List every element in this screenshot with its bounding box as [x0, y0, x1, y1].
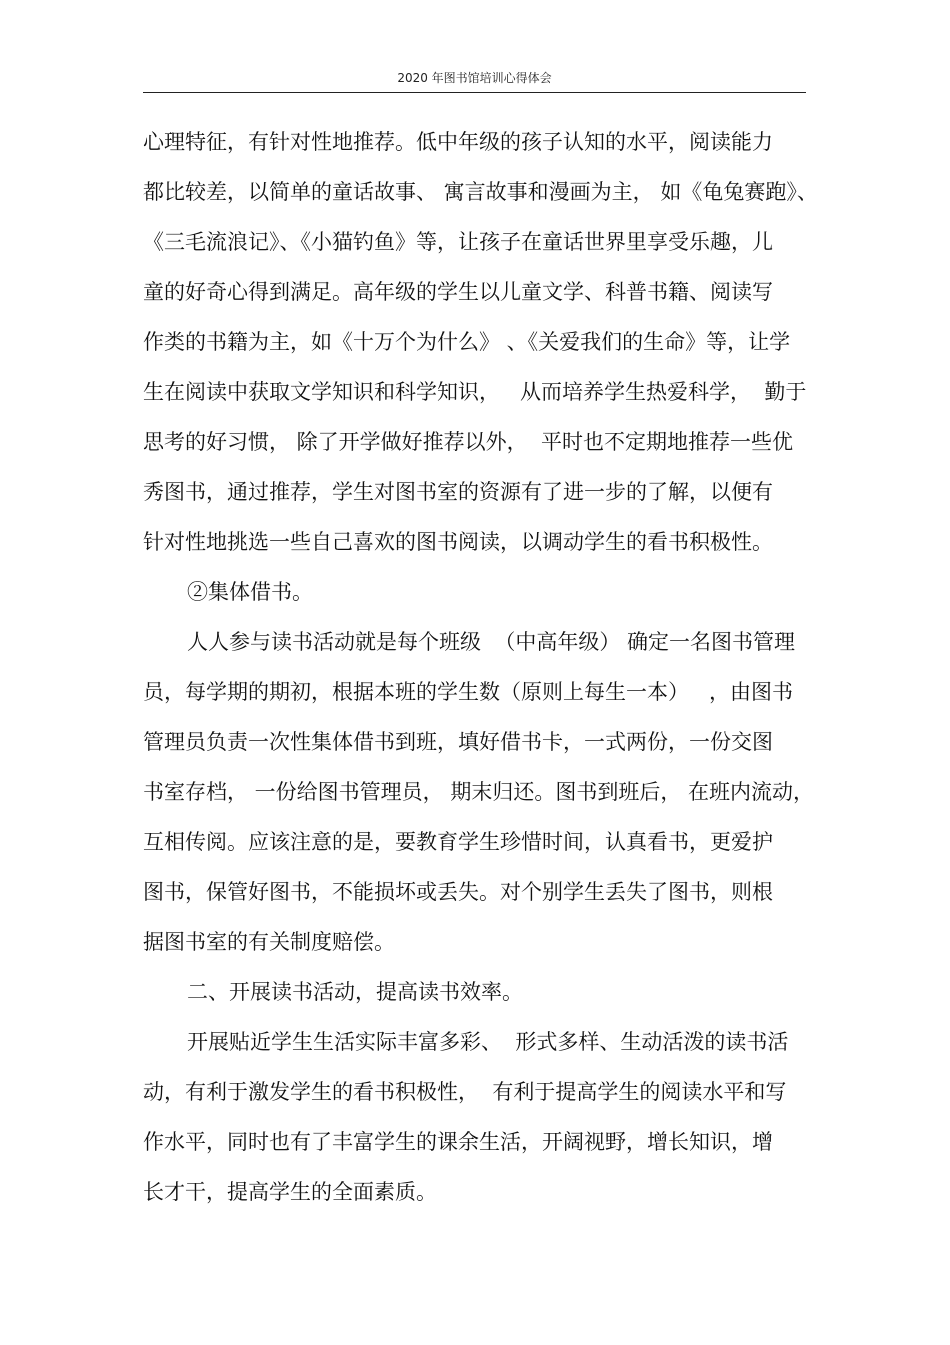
text-line: 图书，保管好图书，不能损坏或丢失。对个别学生丢失了图书，则根 — [143, 880, 773, 904]
text-line: 秀图书，通过推荐，学生对图书室的资源有了进一步的了解，以便有 — [143, 480, 773, 504]
text-line: 书室存档， 一份给图书管理员， 期末归还。图书到班后， 在班内流动， — [143, 780, 815, 804]
text-line: 心理特征，有针对性地推荐。低中年级的孩子认知的水平，阅读能力 — [143, 130, 773, 154]
section-heading: 二、开展读书活动，提高读书效率。 — [187, 980, 523, 1004]
text-line: 据图书室的有关制度赔偿。 — [143, 930, 395, 954]
text-line: 员，每学期的期初，根据本班的学生数（原则上每生一本） ，由图书 — [143, 680, 794, 704]
text-line: 作类的书籍为主，如《十万个为什么》 、《关爱我们的生命》等，让学 — [143, 330, 791, 354]
text-line: 互相传阅。应该注意的是，要教育学生珍惜时间，认真看书，更爱护 — [143, 830, 773, 854]
text-line: 长才干，提高学生的全面素质。 — [143, 1180, 437, 1204]
text-line: 都比较差，以简单的童话故事、 寓言故事和漫画为主， 如《龟兔赛跑》、 — [143, 180, 818, 204]
text-line: 动，有利于激发学生的看书积极性， 有利于提高学生的阅读水平和写 — [143, 1080, 787, 1104]
text-line: 管理员负责一次性集体借书到班，填好借书卡，一式两份，一份交图 — [143, 730, 773, 754]
text-line: 针对性地挑选一些自己喜欢的图书阅读，以调动学生的看书积极性。 — [143, 530, 773, 554]
text-line: 作水平，同时也有了丰富学生的课余生活，开阔视野，增长知识，增 — [143, 1130, 773, 1154]
section-heading: ②集体借书。 — [187, 580, 313, 604]
text-line: 人人参与读书活动就是每个班级 （中高年级） 确定一名图书管理 — [187, 630, 796, 654]
page-header-title: 2020 年图书馆培训心得体会 — [397, 71, 552, 85]
text-line: 生在阅读中获取文学知识和科学知识， 从而培养学生热爱科学， 勤于 — [143, 380, 807, 404]
header-divider — [143, 92, 806, 93]
text-line: 童的好奇心得到满足。高年级的学生以儿童文学、科普书籍、阅读写 — [143, 280, 773, 304]
body-text — [143, 122, 818, 1222]
text-line: 开展贴近学生生活实际丰富多彩、 形式多样、生动活泼的读书活 — [187, 1030, 789, 1054]
text-line: 《三毛流浪记》、《小猫钓鱼》等，让孩子在童话世界里享受乐趣，儿 — [143, 230, 773, 254]
text-line: 思考的好习惯， 除了开学做好推荐以外， 平时也不定期地推荐一些优 — [143, 430, 794, 454]
